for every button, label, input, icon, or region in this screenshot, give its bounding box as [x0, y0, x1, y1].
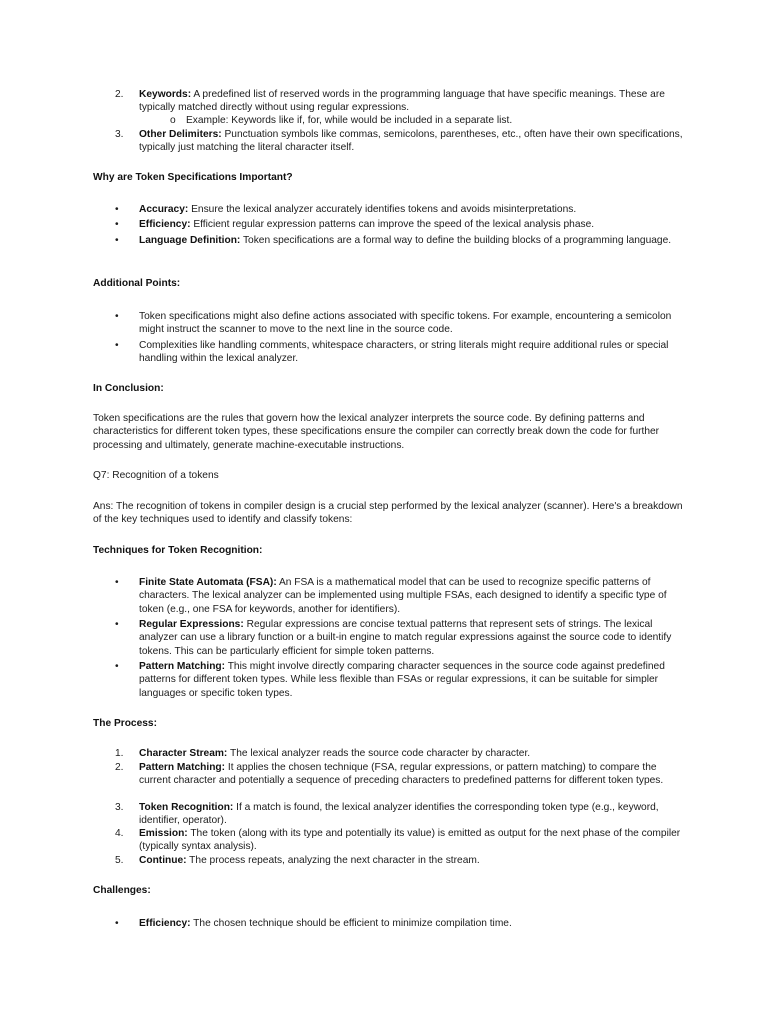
process-step-4	[93, 827, 683, 854]
list-item-complexities	[93, 339, 683, 366]
list-item-text: Emission: The token (along with its type and potentially its value) is emitted as output for the next phase of the compiler (typically syntax analysis).	[139, 828, 681, 853]
list-item-text: Regular Expressions: Regular expressions are concise textual patterns that represent sets of strings. The lexical analyzer can use a library function or a built-in engine to match regular expressions against the source code to identify tokens. This can be particularly efficient for simple token patterns.	[139, 619, 672, 657]
term-label: Continue:	[139, 855, 187, 866]
sub-list-item-text: Example: Keywords like if, for, while would be included in a separate list.	[186, 115, 513, 126]
section-heading-why: Why are Token Specifications Important?	[93, 172, 293, 183]
list-item-efficiency	[93, 218, 683, 231]
section-heading-additional: Additional Points:	[93, 278, 181, 289]
list-marker: 5.	[115, 855, 124, 866]
list-item-challenge-efficiency	[93, 917, 683, 930]
section-heading-process: The Process:	[93, 718, 157, 729]
list-marker: 2.	[115, 762, 124, 773]
list-item-text: Complexities like handling comments, whitespace characters, or string literals might require additional rules or special handling within the lexical analyzer.	[139, 340, 669, 365]
list-marker: 3.	[115, 129, 124, 140]
list-item-text: Accuracy: Ensure the lexical analyzer accurately identifies tokens and avoids misinterpretations.	[139, 204, 577, 215]
term-label: Finite State Automata (FSA):	[139, 577, 277, 588]
bullet-marker: •	[115, 235, 119, 246]
bullet-marker: •	[115, 577, 119, 588]
term-label: Pattern Matching:	[139, 762, 226, 773]
bullet-marker: •	[115, 311, 119, 322]
bullet-marker: •	[115, 340, 119, 351]
process-step-2	[93, 761, 683, 788]
term-label: Language Definition:	[139, 235, 241, 246]
list-item-text: Other Delimiters: Punctuation symbols like commas, semicolons, parentheses, etc., often have their own specifications, typically just matching the literal character itself.	[139, 129, 683, 154]
term-label: Token Recognition:	[139, 802, 234, 813]
list-item-text: Continue: The process repeats, analyzing the next character in the stream.	[139, 855, 480, 866]
term-label: Efficiency:	[139, 219, 191, 230]
list-item-text: Character Stream: The lexical analyzer reads the source code character by character.	[139, 748, 531, 759]
list-item-text: Pattern Matching: This might involve directly comparing character sequences in the source code against predefined patterns for different token types. While less flexible than FSAs or regular expressions, it can be suitable for simpler languages or specific token types.	[139, 661, 665, 699]
list-marker: 2.	[115, 89, 124, 100]
term-label: Emission:	[139, 828, 188, 839]
bullet-marker: •	[115, 219, 119, 230]
list-item-keywords	[93, 88, 683, 115]
list-item-text: Finite State Automata (FSA): An FSA is a mathematical model that can be used to recognize specific patterns of characters. The lexical analyzer can be implemented using multiple FSAs, each designed to identify a specific type of token (e.g., one FSA for keywords, another for identifiers).	[139, 577, 667, 615]
list-item-text: Keywords: A predefined list of reserved words in the programming language that have specific meanings. These are typically matched directly without using regular expressions.	[139, 89, 665, 114]
process-step-1	[93, 747, 683, 760]
term-label: Character Stream:	[139, 748, 228, 759]
list-item-regular-expressions	[93, 618, 683, 658]
bullet-marker: •	[115, 918, 119, 929]
term-label: Accuracy:	[139, 204, 189, 215]
list-item-text: Efficiency: Efficient regular expression patterns can improve the speed of the lexical analysis phase.	[139, 219, 595, 230]
list-item-fsa	[93, 576, 683, 616]
term-label: Regular Expressions:	[139, 619, 244, 630]
term-label: Efficiency:	[139, 918, 191, 929]
sub-list-marker: o	[170, 115, 176, 126]
conclusion-paragraph: Token specifications are the rules that govern how the lexical analyzer interprets the source code. By defining patterns and characteristics for different token types, these specifications ensure the compiler can correctly break down the code for further processing and ultimately, generate machine-executable instructions.	[93, 413, 660, 451]
list-item-text: Language Definition: Token specifications are a formal way to define the building blocks of a programming language.	[139, 235, 672, 246]
section-heading-techniques: Techniques for Token Recognition:	[93, 545, 263, 556]
bullet-marker: •	[115, 204, 119, 215]
process-step-5	[93, 854, 683, 867]
list-item-text: Token Recognition: If a match is found, the lexical analyzer identifies the corresponding token type (e.g., keyword, identifier, operator).	[139, 802, 659, 827]
sub-list-item-example	[170, 114, 650, 127]
question-q7: Q7: Recognition of a tokens	[93, 470, 219, 481]
list-item-other-delimiters	[93, 128, 683, 155]
list-item-text: Efficiency: The chosen technique should be efficient to minimize compilation time.	[139, 918, 512, 929]
list-marker: 1.	[115, 748, 124, 759]
list-item-pattern-matching	[93, 660, 683, 700]
list-item-actions	[93, 310, 683, 337]
list-item-language-definition	[93, 234, 683, 247]
list-marker: 4.	[115, 828, 124, 839]
list-item-accuracy	[93, 203, 683, 216]
list-marker: 3.	[115, 802, 124, 813]
section-heading-conclusion: In Conclusion:	[93, 383, 164, 394]
term-label: Keywords:	[139, 89, 192, 100]
list-item-text: Token specifications might also define actions associated with specific tokens. For example, encountering a semicolon might instruct the scanner to move to the next line in the source code.	[139, 311, 672, 336]
answer-paragraph: Ans: The recognition of tokens in compiler design is a crucial step performed by the lexical analyzer (scanner). Here's a breakdown of the key techniques used to identify and classify tokens:	[93, 501, 683, 526]
term-label: Other Delimiters:	[139, 129, 222, 140]
bullet-marker: •	[115, 619, 119, 630]
term-label: Pattern Matching:	[139, 661, 226, 672]
bullet-marker: •	[115, 661, 119, 672]
list-item-text: Pattern Matching: It applies the chosen technique (FSA, regular expressions, or pattern matching) to compare the current character and potentially a sequence of preceding characters to predefined patterns for different token types.	[139, 762, 664, 787]
section-heading-challenges: Challenges:	[93, 885, 151, 896]
process-step-3	[93, 801, 683, 828]
